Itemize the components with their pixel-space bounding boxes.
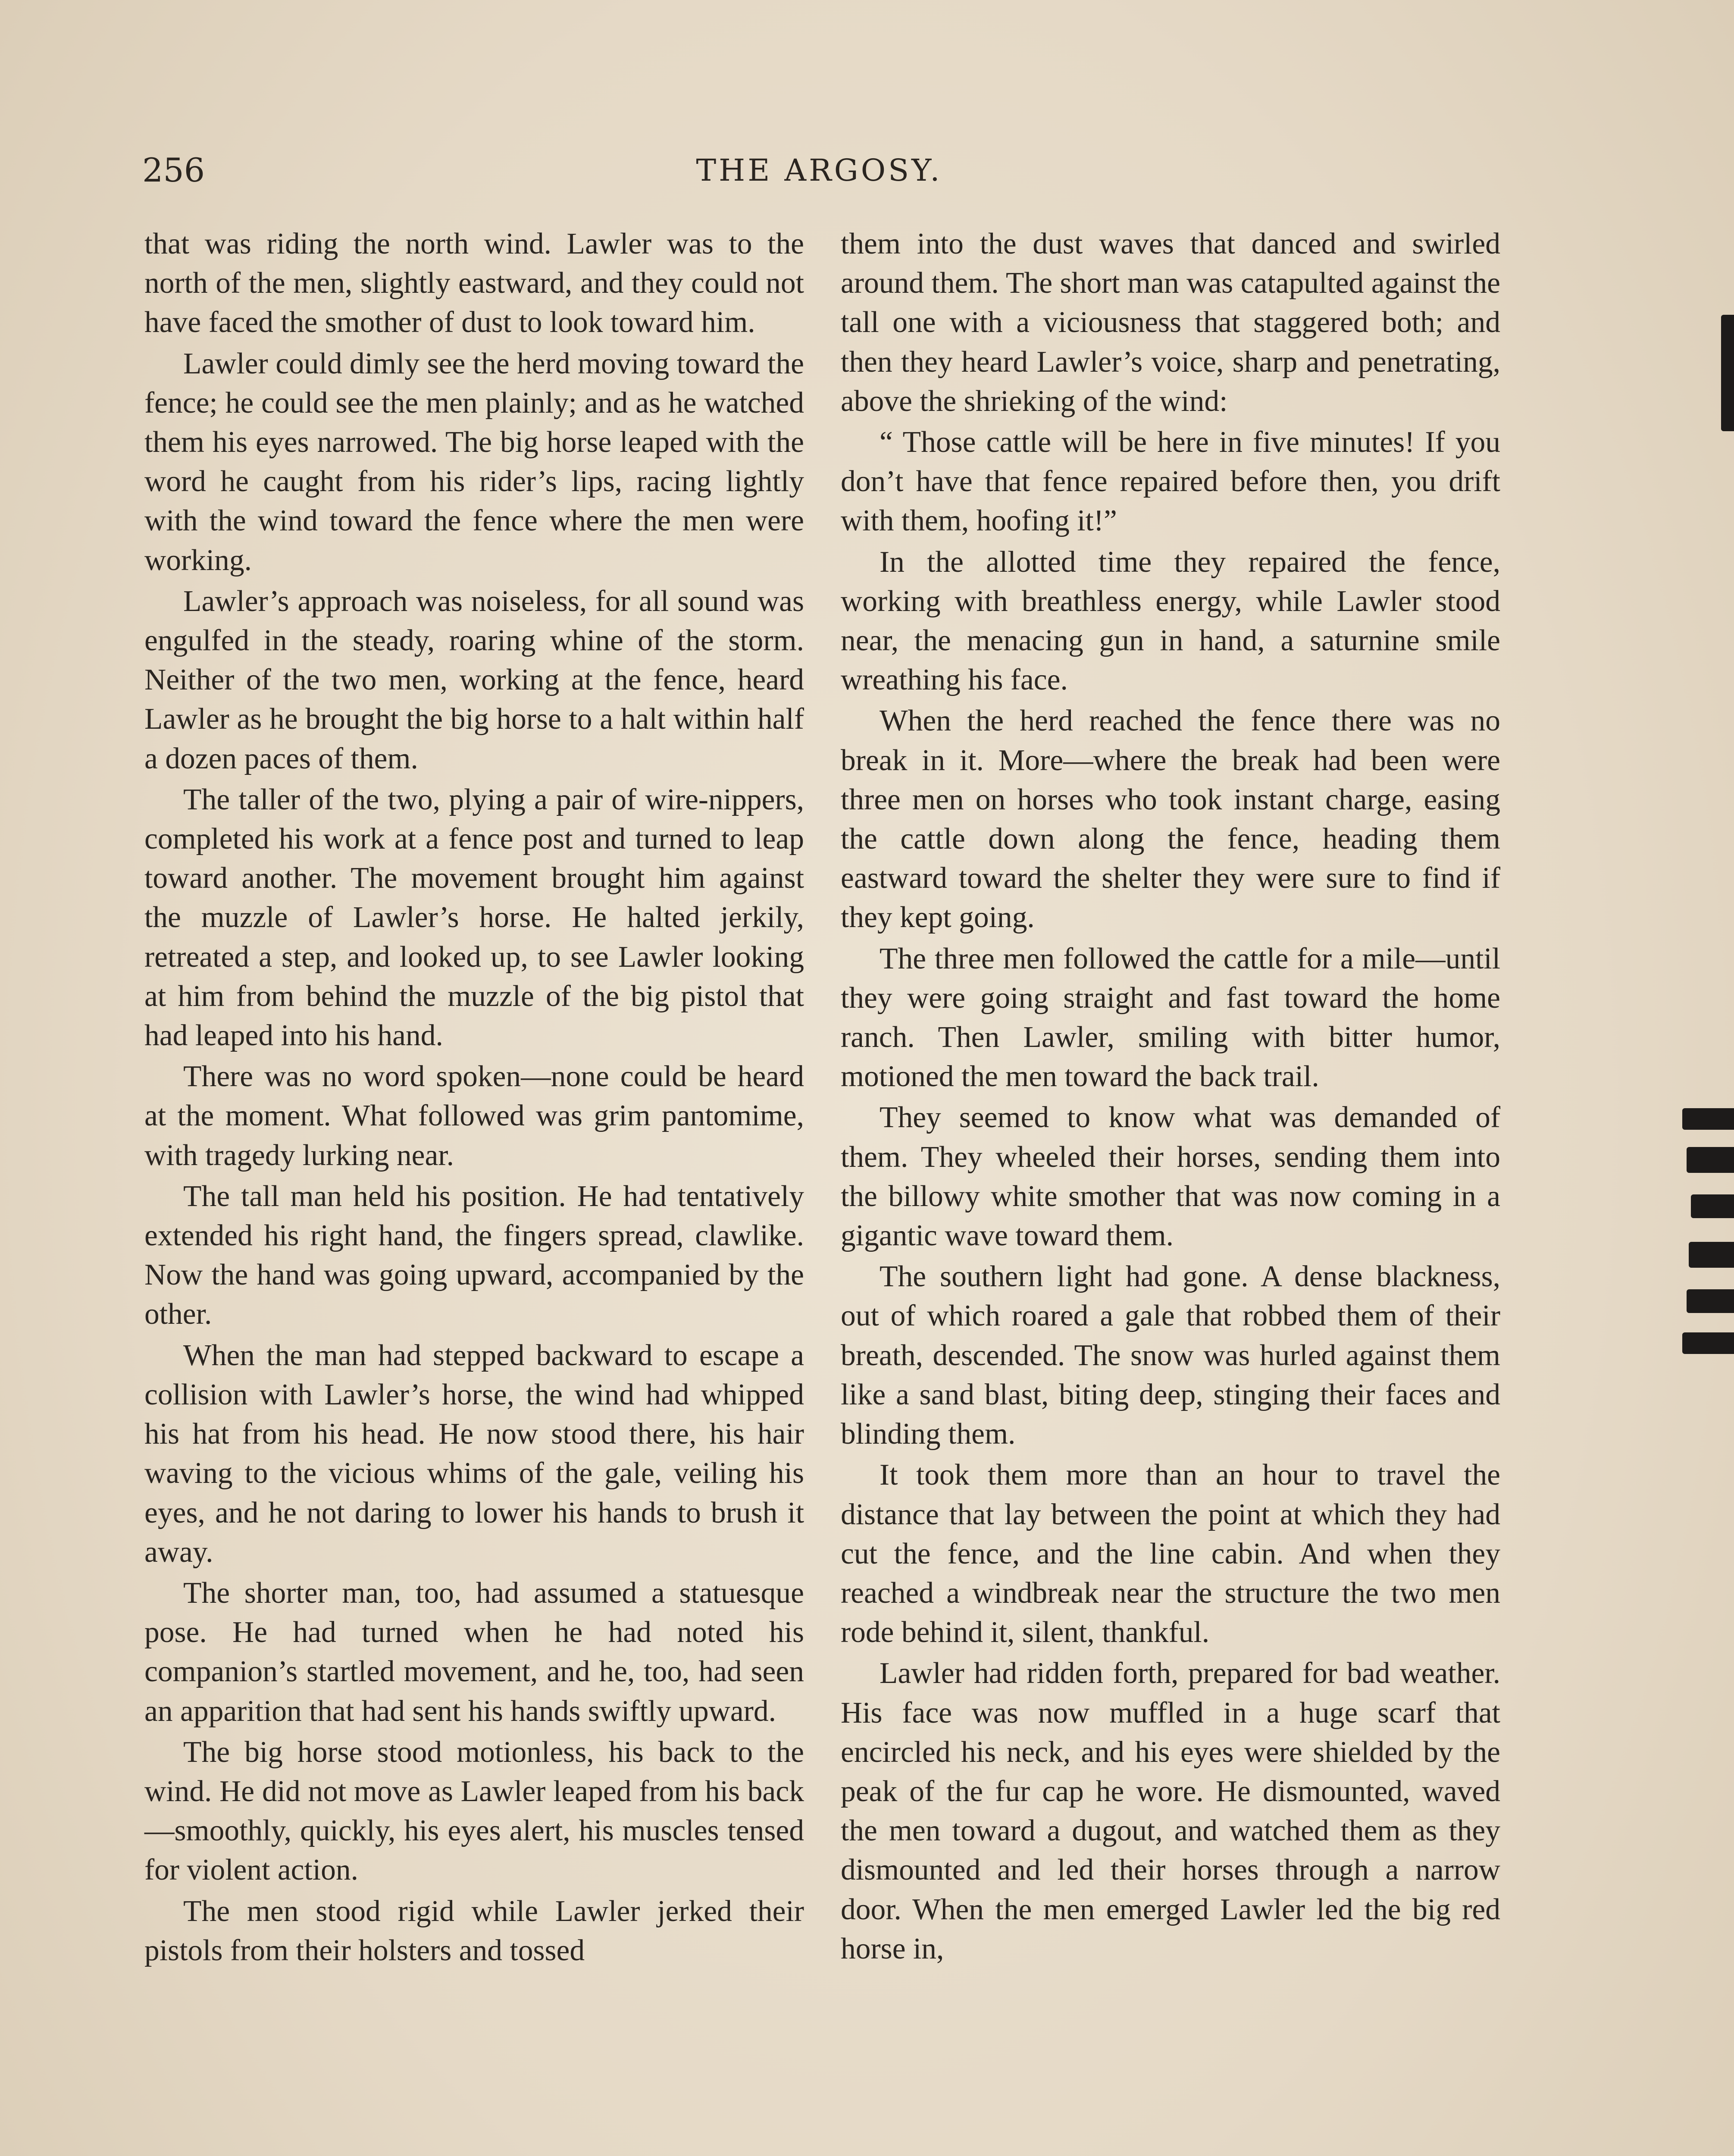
paragraph: The taller of the two, plying a pair of wire-nippers, completed his work at a fence post and turned to leap toward another. The movement brought him against the muzzle of Lawler’s horse. He halted jerkily, retreated a step, and looked up, to see Lawler looking at him from behind the muzzle of the big pistol that had leaped into his hand. [144,783,804,1053]
page-number: 256 [142,151,205,189]
paragraph: The men stood rigid while Lawler jerked their pistols from their holsters and tossed [144,1894,804,1967]
paragraph: The shorter man, too, had assumed a statuesque pose. He had turned when he had noted his companion’s startled movement, and he, too, had seen an apparition that had sent his hands swiftly upward. [144,1576,804,1728]
paragraph: them into the dust waves that danced and swirled around them. The short man was catapulted against the tall one with a viciousness that staggered both; and then they heard Lawler’s voice, sharp and penetrating, above the shrieking of the wind: [841,227,1500,418]
paragraph: When the herd reached the fence there was no break in it. More—where the break had been were three men on horses who took instant charge, easing the cattle down along the fence, heading them eastward toward the shelter they were sure to find if they kept going. [841,704,1500,934]
paragraph: The three men followed the cattle for a mile—until they were going straight and fast toward the home ranch. Then Lawler, smiling with bitter humor, motioned the men toward the back trail. [841,942,1500,1094]
paragraph: that was riding the north wind. Lawler was to the north of the men, slightly eastward, and they could not have faced the smother of dust to look toward him. [144,227,804,339]
page-header [142,147,1496,203]
paragraph: Lawler could dimly see the herd moving toward the fence; he could see the men plainly; and as he watched them his eyes narrowed. The big horse leaped with the word he caught from his rider’s lips, racing lightly with the wind toward the fence where the men were working. [144,347,804,577]
paragraph: The big horse stood motionless, his back to the wind. He did not move as Lawler leaped from his back—smoothly, quickly, his eyes alert, his muscles tensed for violent action. [144,1735,804,1887]
edge-mark [1721,315,1734,431]
text-column-left [144,224,804,1972]
edge-mark [1689,1242,1734,1268]
paragraph: It took them more than an hour to travel the distance that lay between the point at which they had cut the fence, and the line cabin. And when they reached a windbreak near the structure the two men rode behind it, silent, thankful. [841,1458,1500,1649]
edge-mark [1682,1332,1734,1354]
paragraph: In the allotted time they repaired the fence, working with breathless energy, while Lawler stood near, the menacing gun in hand, a saturnine smile wreathing his face. [841,545,1500,697]
text-column-right [841,224,1500,1970]
paragraph: “ Those cattle will be here in five minutes! If you don’t have that fence repaired before then, you drift with them, hoofing it!” [841,426,1500,538]
paragraph: When the man had stepped backward to escape a collision with Lawler’s horse, the wind had whipped his hat from his head. He now stood there, his hair waving to the vicious whims of the gale, veiling his eyes, and he not daring to lower his hands to brush it away. [144,1338,804,1569]
paragraph: The tall man held his position. He had tentatively extended his right hand, the fingers spread, clawlike. Now the hand was going upward, accompanied by the other. [144,1179,804,1331]
edge-mark [1687,1147,1734,1173]
binding-edge-marks [1669,0,1734,2156]
edge-mark [1682,1108,1734,1130]
paragraph: There was no word spoken—none could be heard at the moment. What followed was grim pantomime, with tragedy lurking near. [144,1060,804,1172]
edge-mark [1687,1289,1734,1313]
paragraph: Lawler had ridden forth, prepared for bad weather. His face was now muffled in a huge scarf that encircled his neck, and his eyes were shielded by the peak of the fur cap he wore. He dismounted, waved the men toward a dugout, and watched them as they dismounted and led their horses through a narrow door. When the men emerged Lawler led the big red horse in, [841,1657,1500,1965]
running-title: THE ARGOSY. [696,153,942,188]
paragraph: The southern light had gone. A dense blackness, out of which roared a gale that robbed them of their breath, descended. The snow was hurled against them like a sand blast, biting deep, stinging their faces and blinding them. [841,1260,1500,1451]
paragraph: They seemed to know what was demanded of them. They wheeled their horses, sending them into the billowy white smother that was now coming in a gigantic wave toward them. [841,1101,1500,1253]
paragraph: Lawler’s approach was noiseless, for all sound was engulfed in the steady, roaring whine of the storm. Neither of the two men, working at the fence, heard Lawler as he brought the big horse to a halt within half a dozen paces of them. [144,584,804,775]
edge-mark [1691,1194,1734,1218]
